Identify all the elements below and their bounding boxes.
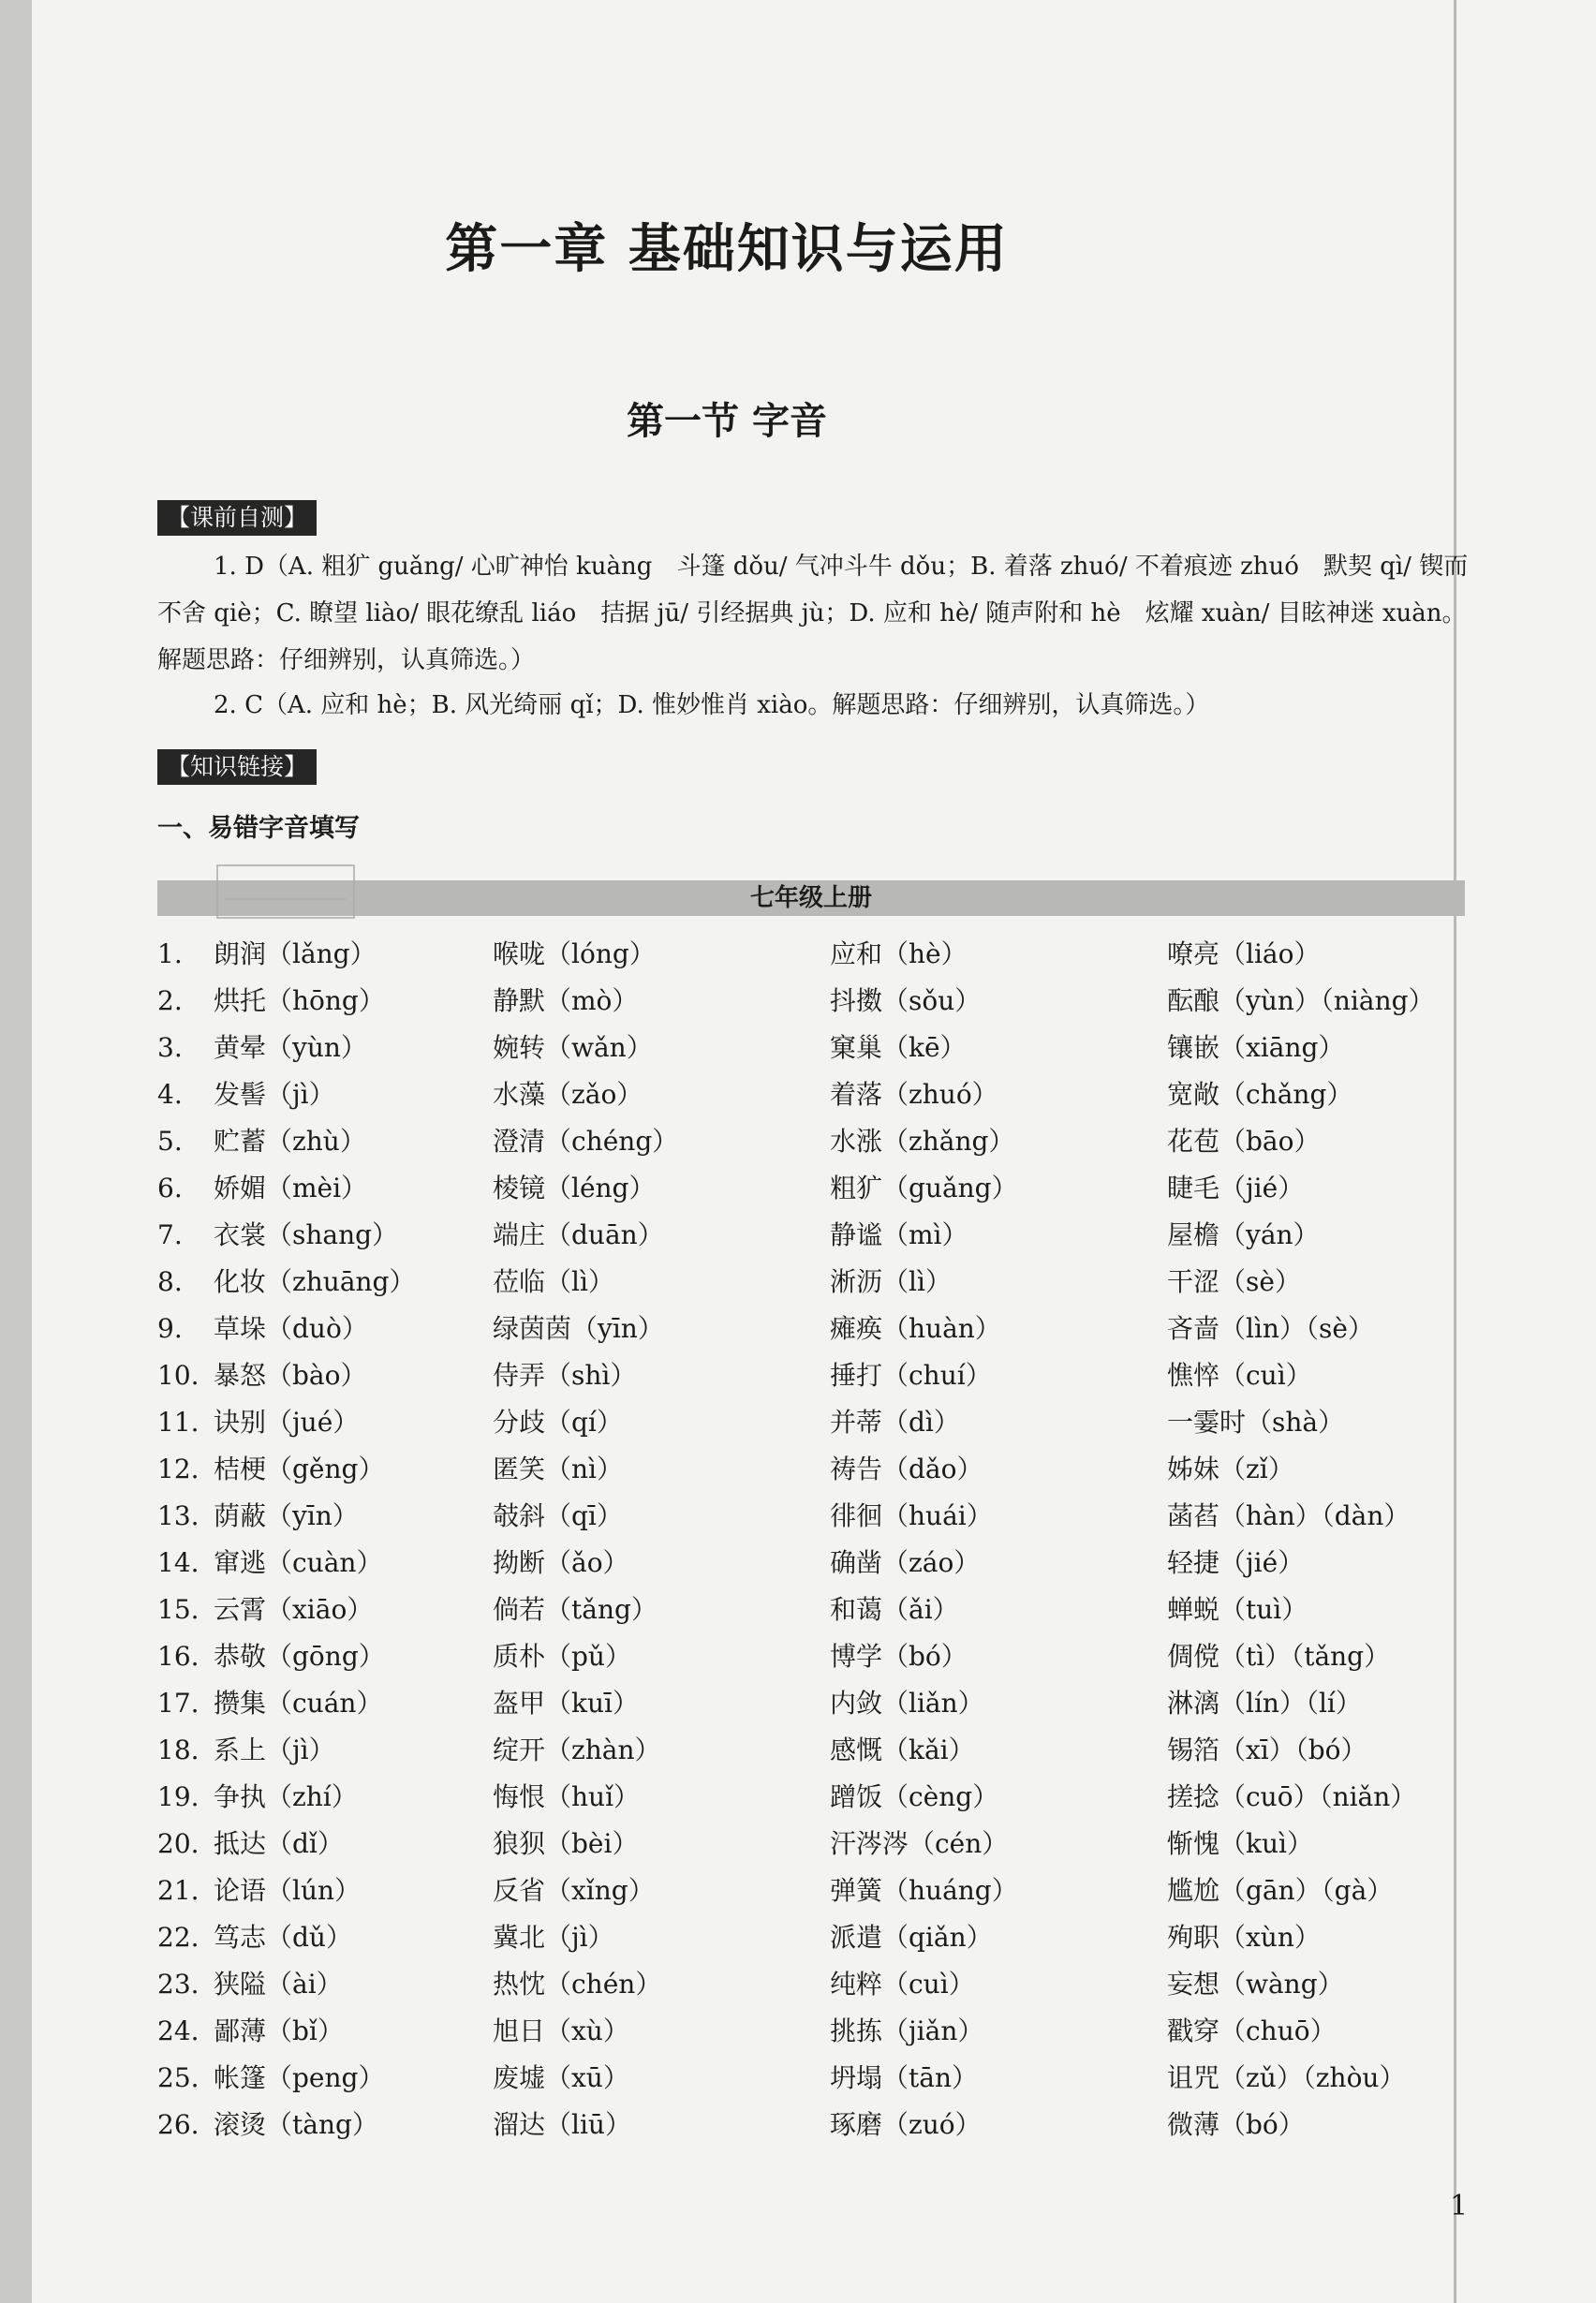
word-pinyin-cell: 笃志（dǔ） bbox=[214, 1922, 352, 1953]
table-row bbox=[157, 1493, 1469, 1540]
row-number: 4. bbox=[157, 1079, 183, 1110]
table-row bbox=[157, 978, 1469, 1025]
word-pinyin-cell: 屋檐（yán） bbox=[1167, 1219, 1320, 1250]
grade-bar: 七年级上册 bbox=[157, 880, 1465, 916]
word-pinyin-cell: 端庄（duān） bbox=[493, 1219, 664, 1250]
row-number: 6. bbox=[157, 1173, 183, 1203]
word-pinyin-cell: 分歧（qí） bbox=[493, 1407, 623, 1438]
word-pinyin-cell: 拗断（ǎo） bbox=[493, 1547, 629, 1578]
page-number: 1 bbox=[1450, 2190, 1469, 2222]
word-pinyin-cell: 宽敞（chǎng） bbox=[1167, 1079, 1353, 1110]
word-pinyin-cell: 镶嵌（xiāng） bbox=[1167, 1032, 1345, 1063]
word-pinyin-cell: 恭敬（gōng） bbox=[214, 1641, 385, 1672]
word-pinyin-cell: 狼狈（bèi） bbox=[493, 1828, 639, 1859]
table-row bbox=[157, 1118, 1469, 1165]
subheading: 一、易错字音填写 bbox=[157, 814, 360, 843]
table-row bbox=[157, 1587, 1469, 1633]
section-title: 第一节 字音 bbox=[627, 400, 827, 443]
word-pinyin-cell: 和蔼（ǎi） bbox=[830, 1594, 959, 1625]
row-number: 9. bbox=[157, 1313, 183, 1344]
word-pinyin-cell: 应和（hè） bbox=[830, 938, 968, 969]
table-row bbox=[157, 2008, 1469, 2055]
word-pinyin-cell: 内敛（liǎn） bbox=[830, 1688, 984, 1719]
word-pinyin-cell: 绿茵茵（yīn） bbox=[493, 1313, 664, 1344]
word-pinyin-cell: 衣裳（shang） bbox=[214, 1219, 399, 1250]
word-pinyin-cell: 争执（zhí） bbox=[214, 1781, 358, 1812]
word-pinyin-cell: 帐篷（peng） bbox=[214, 2062, 385, 2093]
table-row bbox=[157, 1540, 1469, 1587]
word-pinyin-cell: 蹭饭（cèng） bbox=[830, 1781, 999, 1812]
row-number: 1. bbox=[157, 938, 183, 969]
word-pinyin-cell: 攒集（cuán） bbox=[214, 1688, 383, 1719]
word-pinyin-cell: 吝啬（lìn）（sè） bbox=[1167, 1313, 1374, 1344]
word-pinyin-cell: 确凿（záo） bbox=[830, 1547, 981, 1578]
word-pinyin-cell: 侍弄（shì） bbox=[493, 1360, 637, 1391]
word-pinyin-cell: 抖擞（sǒu） bbox=[830, 985, 982, 1016]
word-pinyin-cell: 惭愧（kuì） bbox=[1167, 1828, 1313, 1859]
pretest-question-2: 2. C（A. 应和 hè；B. 风光绮丽 qǐ；D. 惟妙惟肖 xiào。解题思路：仔细辨别，认真筛选。） bbox=[214, 691, 1210, 719]
word-pinyin-cell: 旭日（xù） bbox=[493, 2015, 629, 2046]
word-pinyin-cell: 窜逃（cuàn） bbox=[214, 1547, 383, 1578]
word-pinyin-cell: 攲斜（qī） bbox=[493, 1500, 623, 1531]
table-row bbox=[157, 1306, 1469, 1352]
row-number: 21. bbox=[157, 1875, 200, 1906]
word-pinyin-cell: 捶打（chuí） bbox=[830, 1360, 992, 1391]
word-pinyin-cell: 挑拣（jiǎn） bbox=[830, 2015, 984, 2046]
word-pinyin-cell: 着落（zhuó） bbox=[830, 1079, 998, 1110]
table-row bbox=[157, 1399, 1469, 1446]
word-pinyin-cell: 静谧（mì） bbox=[830, 1219, 968, 1250]
word-pinyin-cell: 草垛（duò） bbox=[214, 1313, 368, 1344]
word-pinyin-cell: 溜达（liū） bbox=[493, 2109, 631, 2140]
word-pinyin-cell: 蝉蜕（tuì） bbox=[1167, 1594, 1308, 1625]
row-number: 17. bbox=[157, 1688, 200, 1719]
row-number: 15. bbox=[157, 1594, 200, 1625]
word-pinyin-cell: 论语（lún） bbox=[214, 1875, 362, 1906]
word-pinyin-cell: 反省（xǐng） bbox=[493, 1875, 655, 1906]
word-pinyin-cell: 莅临（lì） bbox=[493, 1266, 614, 1297]
word-pinyin-cell: 化妆（zhuāng） bbox=[214, 1266, 416, 1297]
word-pinyin-cell: 妄想（wàng） bbox=[1167, 1969, 1344, 2000]
table-row bbox=[157, 1867, 1469, 1914]
word-pinyin-cell: 烘托（hōng） bbox=[214, 985, 385, 1016]
pretest-tag: 【课前自测】 bbox=[157, 500, 317, 536]
word-pinyin-cell: 澄清（chéng） bbox=[493, 1126, 679, 1157]
word-pinyin-cell: 悔恨（huǐ） bbox=[493, 1781, 641, 1812]
word-pinyin-cell: 桔梗（gěng） bbox=[214, 1454, 385, 1484]
table-row bbox=[157, 1774, 1469, 1821]
word-pinyin-cell: 婉转（wǎn） bbox=[493, 1032, 653, 1063]
row-number: 24. bbox=[157, 2015, 200, 2046]
word-pinyin-cell: 干涩（sè） bbox=[1167, 1266, 1301, 1297]
word-pinyin-cell: 徘徊（huái） bbox=[830, 1500, 993, 1531]
word-pinyin-cell: 倜傥（tì）（tǎng） bbox=[1167, 1641, 1391, 1672]
row-number: 14. bbox=[157, 1547, 200, 1578]
word-pinyin-cell: 淅沥（lì） bbox=[830, 1266, 952, 1297]
word-pinyin-cell: 朗润（lǎng） bbox=[214, 938, 377, 969]
word-pinyin-cell: 盔甲（kuī） bbox=[493, 1688, 639, 1719]
word-pinyin-cell: 纯粹（cuì） bbox=[830, 1969, 975, 2000]
word-pinyin-cell: 派遣（qiǎn） bbox=[830, 1922, 993, 1953]
pretest-question-1: 1. D（A. 粗犷 guǎng/ 心旷神怡 kuàng 斗篷 dǒu/ 气冲斗牛 dǒu；B. 着落 zhuó/ 不着痕迹 zhuó 默契 qì/ 锲而不舍 qiè；C. 瞭望 liào/ 眼花缭乱 liáo 拮据 jū/ 引经据典 jù；D. 应和 hè/ 随声附和 hè 炫耀 xuàn/ 目眩神迷 xuàn。解题思路：仔细辨别，认真筛选。） bbox=[157, 553, 1469, 674]
word-pinyin-cell: 鄙薄（bǐ） bbox=[214, 2015, 344, 2046]
chapter-title: 第一章 基础知识与运用 bbox=[445, 219, 1009, 280]
word-pinyin-cell: 感慨（kǎi） bbox=[830, 1735, 975, 1765]
row-number: 2. bbox=[157, 985, 183, 1016]
row-number: 5. bbox=[157, 1126, 183, 1157]
table-row bbox=[157, 1446, 1469, 1493]
word-pinyin-cell: 诀别（jué） bbox=[214, 1407, 360, 1438]
word-pinyin-cell: 发髻（jì） bbox=[214, 1079, 335, 1110]
row-number: 19. bbox=[157, 1781, 200, 1812]
row-number: 23. bbox=[157, 1969, 200, 2000]
word-pinyin-cell: 热忱（chén） bbox=[493, 1969, 662, 2000]
word-pinyin-cell: 暴怒（bào） bbox=[214, 1360, 367, 1391]
word-pinyin-cell: 弹簧（huáng） bbox=[830, 1875, 1018, 1906]
word-pinyin-cell: 汗涔涔（cén） bbox=[830, 1828, 1009, 1859]
word-pinyin-cell: 质朴（pǔ） bbox=[493, 1641, 631, 1672]
table-row bbox=[157, 1352, 1469, 1399]
word-pinyin-cell: 坍塌（tān） bbox=[830, 2062, 978, 2093]
word-pinyin-cell: 黄晕（yùn） bbox=[214, 1032, 367, 1063]
word-pinyin-cell: 嘹亮（liáo） bbox=[1167, 938, 1321, 969]
word-pinyin-cell: 冀北（jì） bbox=[493, 1922, 614, 1953]
row-number: 16. bbox=[157, 1641, 200, 1672]
word-pinyin-cell: 瘫痪（huàn） bbox=[830, 1313, 1001, 1344]
table-row bbox=[157, 1071, 1469, 1118]
word-pinyin-cell: 淋漓（lín）（lí） bbox=[1167, 1688, 1362, 1719]
word-pinyin-cell: 憔悴（cuì） bbox=[1167, 1360, 1312, 1391]
scan-left-edge bbox=[0, 0, 32, 2303]
word-pinyin-cell: 绽开（zhàn） bbox=[493, 1735, 661, 1765]
word-pinyin-cell: 睫毛（jié） bbox=[1167, 1173, 1305, 1203]
pronunciation-table bbox=[157, 931, 1469, 2148]
stamp-logo bbox=[215, 864, 356, 920]
word-pinyin-cell: 一霎时（shà） bbox=[1167, 1407, 1345, 1438]
row-number: 8. bbox=[157, 1266, 183, 1297]
table-row bbox=[157, 1025, 1469, 1071]
word-pinyin-cell: 酝酿（yùn）（niàng） bbox=[1167, 985, 1435, 1016]
row-number: 3. bbox=[157, 1032, 183, 1063]
word-pinyin-cell: 轻捷（jié） bbox=[1167, 1547, 1305, 1578]
word-pinyin-cell: 系上（jì） bbox=[214, 1735, 335, 1765]
word-pinyin-cell: 博学（bó） bbox=[830, 1641, 968, 1672]
row-number: 22. bbox=[157, 1922, 200, 1953]
word-pinyin-cell: 贮蓄（zhù） bbox=[214, 1126, 366, 1157]
word-pinyin-cell: 喉咙（lóng） bbox=[493, 938, 656, 969]
word-pinyin-cell: 水涨（zhǎng） bbox=[830, 1126, 1015, 1157]
table-row bbox=[157, 1165, 1469, 1212]
row-number: 10. bbox=[157, 1360, 200, 1391]
word-pinyin-cell: 锡箔（xī）（bó） bbox=[1167, 1735, 1367, 1765]
word-pinyin-cell: 抵达（dǐ） bbox=[214, 1828, 344, 1859]
table-row bbox=[157, 1961, 1469, 2008]
word-pinyin-cell: 尴尬（gān）（gà） bbox=[1167, 1875, 1394, 1906]
word-pinyin-cell: 娇媚（mèi） bbox=[214, 1173, 368, 1203]
row-number: 25. bbox=[157, 2062, 200, 2093]
word-pinyin-cell: 滚烫（tàng） bbox=[214, 2109, 378, 2140]
word-pinyin-cell: 云霄（xiāo） bbox=[214, 1594, 374, 1625]
table-row bbox=[157, 2055, 1469, 2102]
word-pinyin-cell: 祷告（dǎo） bbox=[830, 1454, 983, 1484]
row-number: 7. bbox=[157, 1219, 183, 1250]
word-pinyin-cell: 微薄（bó） bbox=[1167, 2109, 1305, 2140]
knowledge-tag: 【知识链接】 bbox=[157, 749, 317, 785]
word-pinyin-cell: 水藻（zǎo） bbox=[493, 1079, 643, 1110]
word-pinyin-cell: 诅咒（zǔ）（zhòu） bbox=[1167, 2062, 1406, 2093]
table-row bbox=[157, 1212, 1469, 1259]
word-pinyin-cell: 殉职（xùn） bbox=[1167, 1922, 1321, 1953]
word-pinyin-cell: 废墟（xū） bbox=[493, 2062, 629, 2093]
word-pinyin-cell: 搓捻（cuō）（niǎn） bbox=[1167, 1781, 1417, 1812]
word-pinyin-cell: 狭隘（ài） bbox=[214, 1969, 343, 2000]
word-pinyin-cell: 窠巢（kē） bbox=[830, 1032, 967, 1063]
table-row bbox=[157, 1914, 1469, 1961]
word-pinyin-cell: 荫蔽（yīn） bbox=[214, 1500, 359, 1531]
row-number: 13. bbox=[157, 1500, 200, 1531]
table-row bbox=[157, 931, 1469, 978]
table-row bbox=[157, 1727, 1469, 1774]
row-number: 18. bbox=[157, 1735, 200, 1765]
table-row bbox=[157, 1633, 1469, 1680]
word-pinyin-cell: 静默（mò） bbox=[493, 985, 639, 1016]
row-number: 26. bbox=[157, 2109, 200, 2140]
word-pinyin-cell: 匿笑（nì） bbox=[493, 1454, 623, 1484]
word-pinyin-cell: 戳穿（chuō） bbox=[1167, 2015, 1337, 2046]
word-pinyin-cell: 花苞（bāo） bbox=[1167, 1126, 1321, 1157]
word-pinyin-cell: 琢磨（zuó） bbox=[830, 2109, 982, 2140]
word-pinyin-cell: 并蒂（dì） bbox=[830, 1407, 960, 1438]
row-number: 11. bbox=[157, 1407, 200, 1438]
table-row bbox=[157, 2102, 1469, 2148]
table-row bbox=[157, 1680, 1469, 1727]
row-number: 20. bbox=[157, 1828, 200, 1859]
word-pinyin-cell: 菡萏（hàn）（dàn） bbox=[1167, 1500, 1411, 1531]
table-row bbox=[157, 1259, 1469, 1306]
row-number: 12. bbox=[157, 1454, 200, 1484]
table-row bbox=[157, 1821, 1469, 1867]
word-pinyin-cell: 棱镜（léng） bbox=[493, 1173, 656, 1203]
word-pinyin-cell: 倘若（tǎng） bbox=[493, 1594, 658, 1625]
word-pinyin-cell: 姊妹（zǐ） bbox=[1167, 1454, 1294, 1484]
word-pinyin-cell: 粗犷（guǎng） bbox=[830, 1173, 1018, 1203]
